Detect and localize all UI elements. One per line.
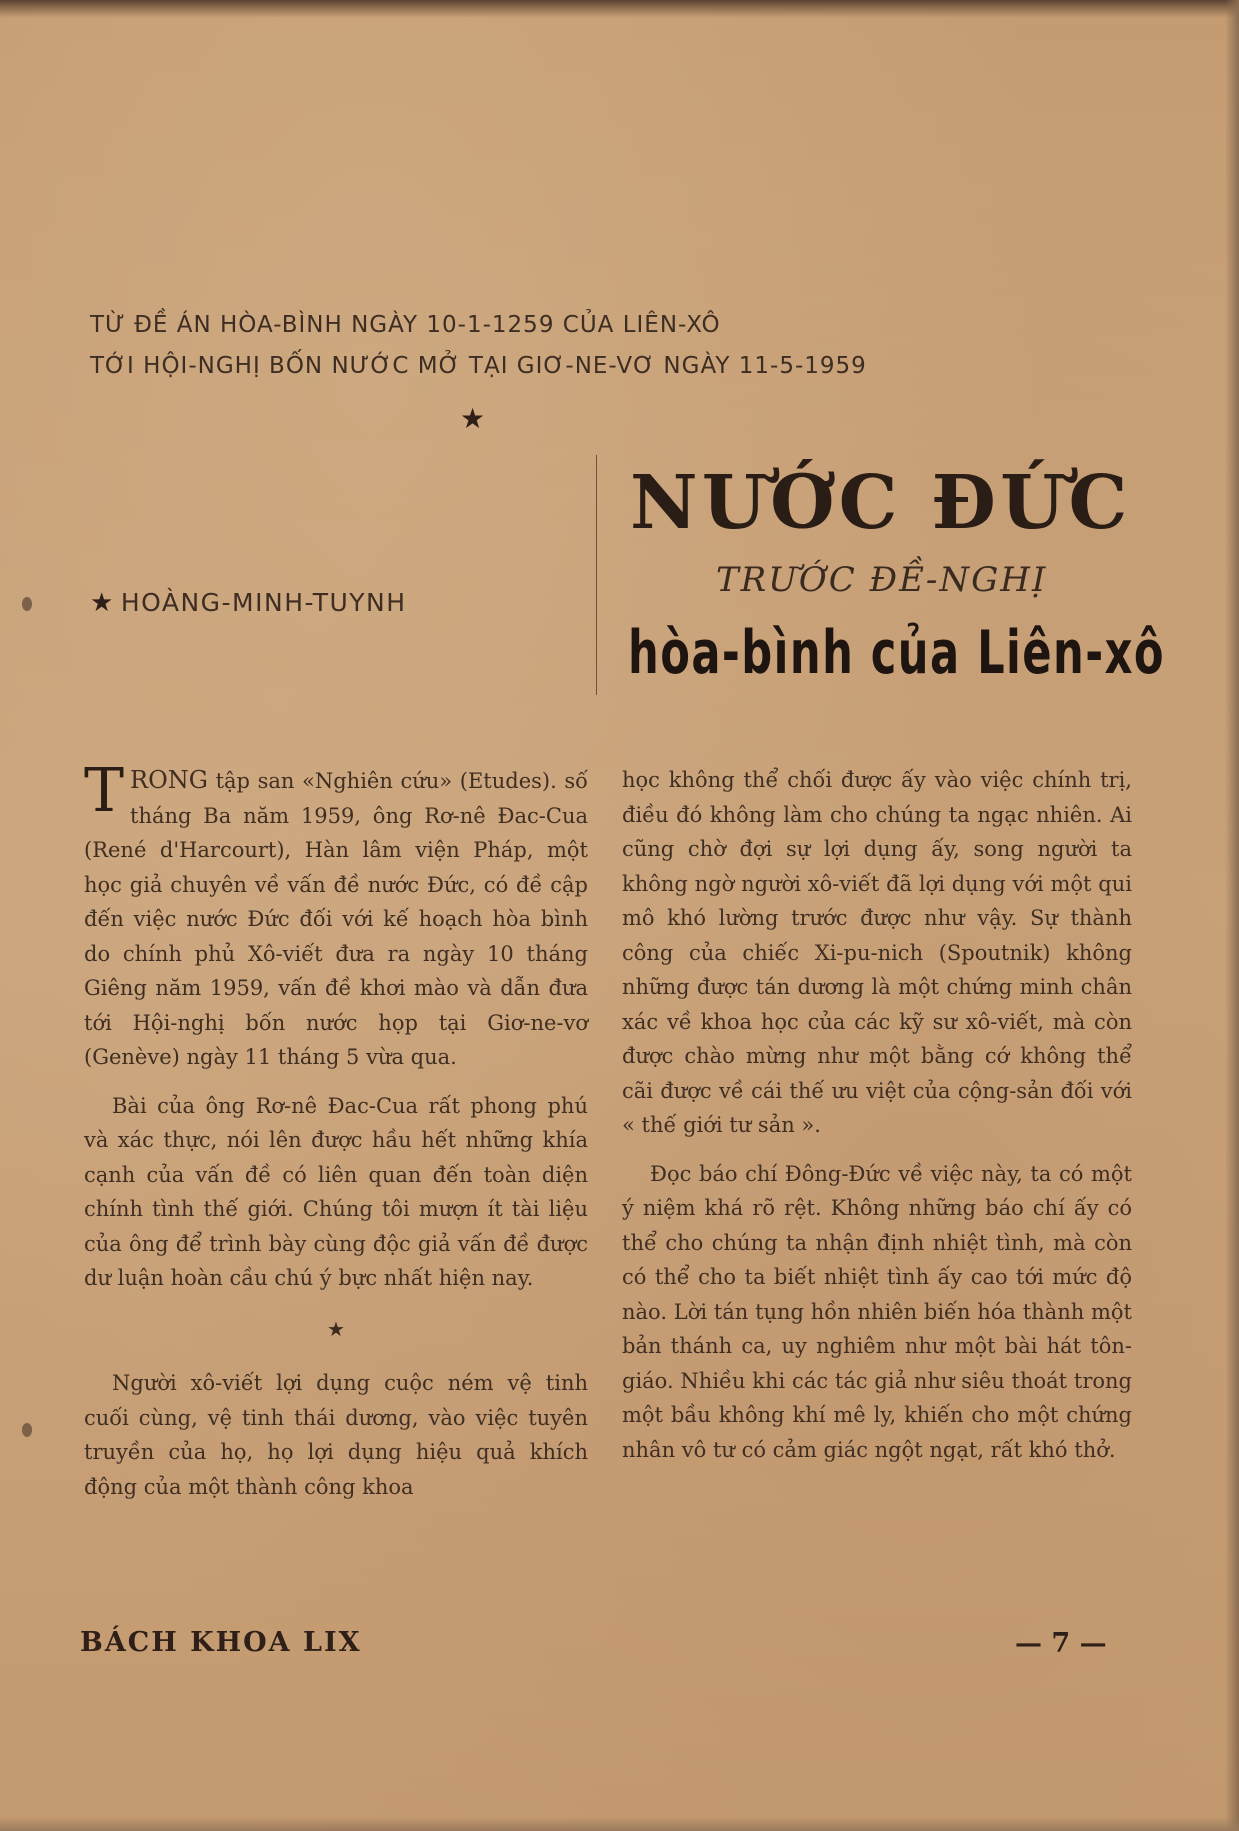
paper-right-edge xyxy=(1225,0,1239,1831)
page-number: — 7 — xyxy=(1015,1628,1107,1659)
binding-hole xyxy=(22,597,32,611)
paragraph-3: Người xô-viết lợi dụng cuộc ném vệ tinh cuối cùng, vệ tinh thái dương, vào việc tuyên truyền của họ, họ lợi dụng hiệu quả khích động của một thành công khoa xyxy=(84,1371,588,1499)
first-word: RONG xyxy=(130,766,208,794)
headline-line-2: TỚI HỘI-NGHỊ BỐN NƯỚC MỞ TẠI GIƠ-NE-VƠ NGÀY 11-5-1959 xyxy=(90,353,867,379)
binding-hole xyxy=(22,1423,32,1437)
drop-cap: T xyxy=(84,756,125,826)
publication-name: BÁCH KHOA LIX xyxy=(80,1627,362,1658)
star-divider-icon: ★ xyxy=(327,1316,345,1341)
paper-bottom-edge xyxy=(0,1817,1239,1831)
article-subtitle: TRƯỚC ĐỀ-NGHỊ xyxy=(716,560,1048,600)
article-title-line-3: hòa-bình của Liên-xô xyxy=(628,618,1166,688)
paragraph-2: Bài của ông Rơ-nê Đac-Cua rất phong phú và xác thực, nói lên được hầu hết những khía cạnh của vấn đề có liên quan đến toàn diện chính tình thế giới. Chúng tôi mượn ít tài liệu của ông để trình bày cùng độc giả vấn đề được dư luận hoàn cầu chú ý bực nhất hiện nay. xyxy=(84,1093,588,1290)
author-byline xyxy=(90,588,407,618)
author-name: HOÀNG-MINH-TUYNH xyxy=(120,588,407,617)
paper-top-edge xyxy=(0,0,1239,18)
title-divider xyxy=(596,455,597,695)
star-icon: ★ xyxy=(90,588,115,618)
headline-line-1: TỪ ĐỀ ÁN HÒA-BÌNH NGÀY 10-1-1259 CỦA LIÊN-XÔ xyxy=(90,312,721,338)
article-column-left xyxy=(84,756,588,1504)
paragraph-4: học không thể chối được ấy vào việc chính trị, điều đó không làm cho chúng ta ngạc nhiên. Ai cũng chờ đợi sự lợi dụng ấy, song người ta không ngờ người xô-viết đã lợi dụng với một qui mô khó lường trước được như vậy. Sự thành công của chiếc Xi-pu-nich (Spoutnik) không những được tán dương là một chứng minh chân xác về khoa học của các kỹ sư xô-viết, mà còn được chào mừng như một bằng cớ không thể cãi được về cái thế ưu việt của cộng-sản đối với « thế giới tư sản ». xyxy=(622,768,1132,1137)
article-column-right xyxy=(622,763,1132,1467)
star-separator-icon: ★ xyxy=(460,402,486,435)
paragraph-5: Đọc báo chí Đông-Đức về việc này, ta có một ý niệm khá rõ rệt. Không những báo chí ấy có thể cho chúng ta nhận định nhiệt tình, mà còn có thể cho ta biết nhiệt tình ấy cao tới mức độ nào. Lời tán tụng hồn nhiên biến hóa thành một bản thánh ca, uy nghiêm như một bài hát tôn-giáo. Nhiều khi các tác giả như siêu thoát trong một bầu không khí mê ly, khiến cho một chứng nhân vô tư có cảm giác ngột ngạt, rất khó thở. xyxy=(622,1161,1132,1462)
article-title: NƯỚC ĐỨC xyxy=(630,460,1132,546)
paragraph-1 xyxy=(84,756,588,1075)
paragraph-1-text: tập san «Nghiên cứu» (Etudes). số tháng Ba năm 1959, ông Rơ-nê Đac-Cua (René d'Harcourt), Hàn lâm viện Pháp, một học giả chuyên về vấn đề nước Đức, có đề cập đến việc nước Đức đối với kế hoạch hòa bình do chính phủ Xô-viết đưa ra ngày 10 tháng Giêng năm 1959, vấn đề khơi mào và dẫn đưa tới Hội-nghị bốn nước họp tại Giơ-ne-vơ (Genève) ngày 11 tháng 5 vừa qua. xyxy=(84,769,588,1069)
